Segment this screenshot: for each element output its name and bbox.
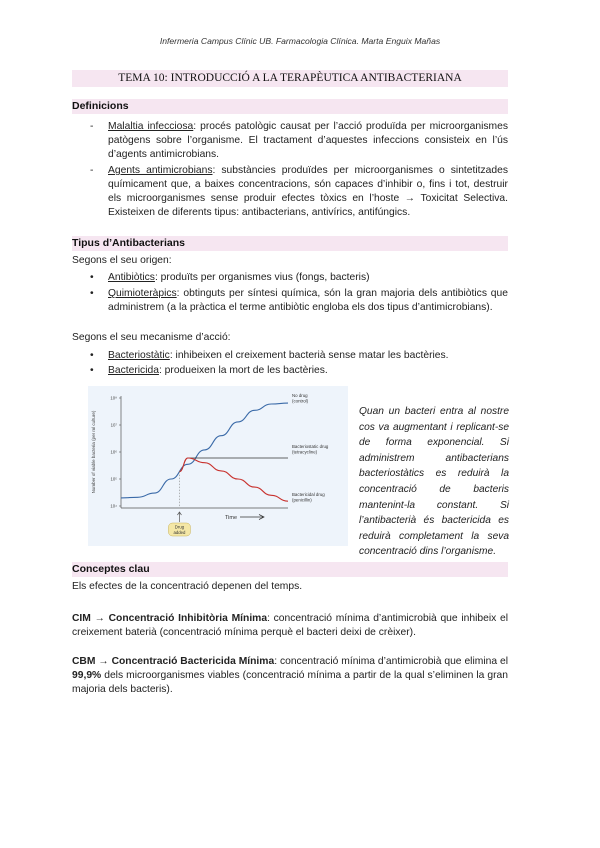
- legend-no-drug: No drug: [292, 393, 308, 398]
- drug-label: added: [173, 530, 186, 535]
- legend-no-drug-sub: (control): [292, 398, 309, 404]
- list-item: [90, 349, 508, 363]
- page-header: Infermeria Campus Clínic UB. Farmacologia Clínica. Marta Enguix Mañas: [159, 36, 441, 46]
- document-title: TEMA 10: INTRODUCCIÓ A LA TERAPÈUTICA ANTIBACTERIANA: [72, 70, 508, 87]
- cbm-text: dels microorganismes viables (concentració mínima a partir de la qual s’eliminen la gran majoria dels bacteris).: [72, 670, 508, 695]
- cim-term: CIM → Concentració Inhibitòria Mínima: [72, 613, 268, 624]
- term: Bactericida: [108, 365, 159, 376]
- definition-text: : procés patològic causat per l’acció produïda per microorganismes patògens sobre l’organisme. El tractament d’aquestes infeccions consisteix en l’ús d’agents antimicrobians.: [108, 121, 508, 160]
- item-text: : inhibeixen el creixement bacterià sense matar les bactèries.: [169, 350, 449, 361]
- mechanism-intro: Segons el seu mecanisme d’acció:: [72, 332, 231, 343]
- cim-definition: [72, 612, 508, 640]
- growth-chart-svg: [88, 386, 348, 546]
- dash-bullet: -: [90, 121, 94, 132]
- dot-bullet: •: [90, 288, 94, 299]
- series-control: [121, 403, 288, 498]
- conceptes-intro: Els efectes de la concentració depenen del temps.: [72, 581, 303, 592]
- section-heading-tipus: Tipus d’Antibacterians: [72, 236, 508, 251]
- section-heading-conceptes: Conceptes clau: [72, 562, 508, 577]
- item-text: : obtinguts per síntesi química, són la gran majoria dels antibiòtics que administrem (a la pràctica el terme antibiòtic engloba els dos tipus d’antimicrobians).: [108, 288, 508, 313]
- drug-label: Drug: [174, 524, 185, 530]
- y-axis-label: Number of viable bacteria (per ml culture): [91, 410, 96, 494]
- item-text: : produïts per organismes vius (fongs, bacteris): [154, 272, 370, 283]
- drug-arrow-icon: [177, 512, 181, 522]
- y-tick-label: 10⁸: [110, 395, 117, 401]
- origin-intro: Segons el seu origen:: [72, 255, 172, 266]
- legend-bactericidal: Bactericidal drug: [292, 492, 325, 497]
- list-item: [90, 120, 508, 162]
- bacterial-growth-figure: [88, 386, 348, 546]
- list-item: [90, 287, 508, 315]
- cbm-term: CBM → Concentració Bactericida Mínima: [72, 656, 275, 667]
- definition-text: : substàncies produïdes per microorganismes o sintetitzades químicament que, a baixes concentracions, són capaces d’inhibir o, fins i tot, destruir els microorganismes sense produir efectes tòxics en l’hoste → Toxicitat Selectiva. Existeixen de diferents tipus: antibacterians, antivírics, antifúngics.: [108, 165, 508, 218]
- cbm-definition: [72, 655, 508, 697]
- dot-bullet: •: [90, 350, 94, 361]
- term: Bacteriostàtic: [108, 350, 170, 361]
- y-tick-label: 10⁴: [110, 503, 117, 509]
- cbm-percentage: 99,9%: [72, 670, 102, 681]
- time-arrow: [240, 515, 264, 520]
- legend-bacteriostatic-sub: (tetracycline): [292, 449, 318, 455]
- section-heading-definicions: Definicions: [72, 99, 508, 114]
- series-bactericidal: [179, 458, 288, 501]
- cim-text: : concentració mínima d’antimicrobià que inhibeix el creixement baterià (concentració mínima perquè el bacteri deixi de crèixer).: [72, 613, 508, 638]
- term: Antibiòtics: [108, 272, 155, 283]
- dot-bullet: •: [90, 365, 94, 376]
- y-tick-label: 10⁶: [110, 449, 117, 455]
- list-item: [90, 164, 508, 220]
- y-tick-label: 10⁷: [110, 422, 117, 428]
- dash-bullet: -: [90, 165, 94, 176]
- cbm-text: : concentració mínima d’antimicrobià que elimina el: [274, 656, 508, 667]
- dot-bullet: •: [90, 272, 94, 283]
- term: Malaltia infecciosa: [108, 121, 194, 132]
- term: Agents antimicrobians: [108, 165, 213, 176]
- list-item: [90, 271, 508, 285]
- list-item: [90, 364, 508, 378]
- figure-caption: Quan un bacteri entra al nostre cos va augmentant i replicant-se de forma exponencial. Si administrem antibacterians bacteriostàtics es reduirà la concentració de bacteris mantenint-la constant. Si l’antibacterià és bactericida es reduirà completament la seva concentració dins l’organisme.: [359, 406, 509, 558]
- term: Quimioteràpics: [108, 288, 177, 299]
- legend-bacteriostatic: Bacteriostatic drug: [292, 444, 329, 449]
- y-tick-label: 10⁵: [110, 476, 117, 482]
- x-axis-label: Time: [224, 515, 238, 521]
- legend-bactericidal-sub: (penicillin): [292, 497, 312, 503]
- item-text: : produeixen la mort de les bactèries.: [158, 365, 328, 376]
